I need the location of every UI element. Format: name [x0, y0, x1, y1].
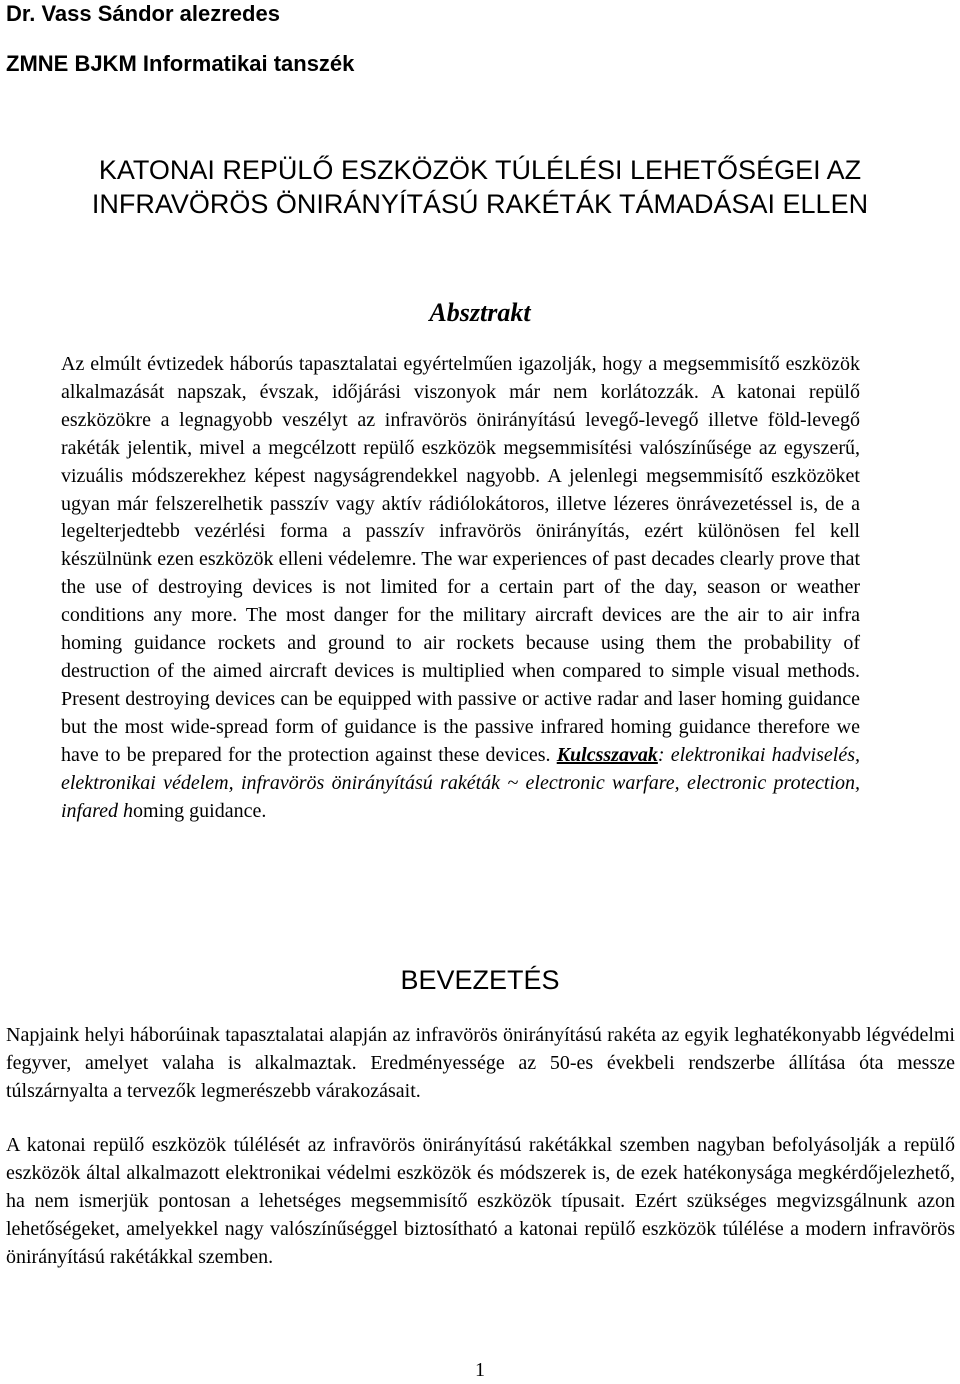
abstract-heading: Absztrakt [429, 298, 531, 327]
paper-title-line-1: KATONAI REPÜLŐ ESZKÖZÖK TÚLÉLÉSI LEHETŐSÉGEI AZ [98, 155, 862, 185]
keywords-label: Kulcsszavak [556, 743, 658, 766]
keywords-text: : elektronikai hadviselés, elektronikai védelem, infravörös önirányítású rakéták ~ electronic warfare, electronic protection, infared h [61, 743, 860, 822]
abstract-body [61, 351, 860, 825]
keywords-tail: oming guidance. [133, 799, 267, 822]
intro-paragraph-2: A katonai repülő eszközök túlélését az infravörös önirányítású rakétákkal szemben nagyban befolyásolják a repülő eszközök által alkalmazott elektronikai védelmi eszközök és módszerek is, de ezek hatékonysága megkérdőjelezhető, ha nem ismerjük pontosan a lehetséges megsemmisítő eszközök típusait. Ezért szükséges megvizsgálnunk azon lehetőségeket, amelyekkel nagy valószínűséggel biztosítható a katonai repülő eszközök túlélése a modern infravörös önirányítású rakétákkal szemben. [6, 1134, 955, 1268]
abstract-hungarian: Az elmúlt évtizedek háborús tapasztalatai egyértelműen igazolják, hogy a megsemmisítő eszközök alkalmazását napszak, évszak, időjárási viszonyok már nem korlátozzák. A katonai repülő eszközökre a legnagyobb veszélyt az infravörös önirányítású levegő-levegő illetve föld-levegő rakéták jelentik, mivel a megcélzott repülő eszközök megsemmisítési valószínűsége az egyszerű, vizuális módszerekhez képest nagyságrendekkel nagyobb. A jelenlegi megsemmisítő eszközöket ugyan már felszerelhetik passzív vagy aktív rádiólokátoros, illetve lézeres önrávezetéssel is, de a legelterjedtebb vezérlési forma a passzív infravörös önirányítás, ezért különösen fel kell készülnünk ezen eszközök elleni védelemre. [61, 353, 860, 571]
paper-title-line-2: INFRAVÖRÖS ÖNIRÁNYÍTÁSÚ RAKÉTÁK TÁMADÁSAI ELLEN [91, 189, 869, 219]
department-line: ZMNE BJKM Informatikai tanszék [6, 51, 355, 76]
abstract-english: The war experiences of past decades clearly prove that the use of destroying devices is not limited for a certain part of the day, season or weather conditions any more. The most danger for the military aircraft devices are the air to air infra homing guidance rockets and ground to air rockets because using them the probability of destruction of the aimed aircraft devices is multiplied when compared to simple visual methods. Present destroying devices can be equipped with passive or active radar and laser homing guidance but the most wide-spread form of guidance is the passive infrared homing guidance therefore we have to be prepared for the protection against these devices. [61, 548, 861, 766]
author-line: Dr. Vass Sándor alezredes [6, 1, 280, 26]
page-number: 1 [475, 1359, 485, 1381]
section-heading: BEVEZETÉS [400, 965, 560, 995]
intro-paragraph-1: Napjaink helyi háborúinak tapasztalatai alapján az infravörös önirányítású rakéta az egyik leghatékonyabb légvédelmi fegyver, amelyet valaha is alkalmaztak. Eredményessége az 50-es évekbeli rendszerbe állítása óta messze túlszárnyalta a tervezők legmerészebb várakozásait. [6, 1024, 955, 1102]
abstract-text [61, 351, 860, 825]
